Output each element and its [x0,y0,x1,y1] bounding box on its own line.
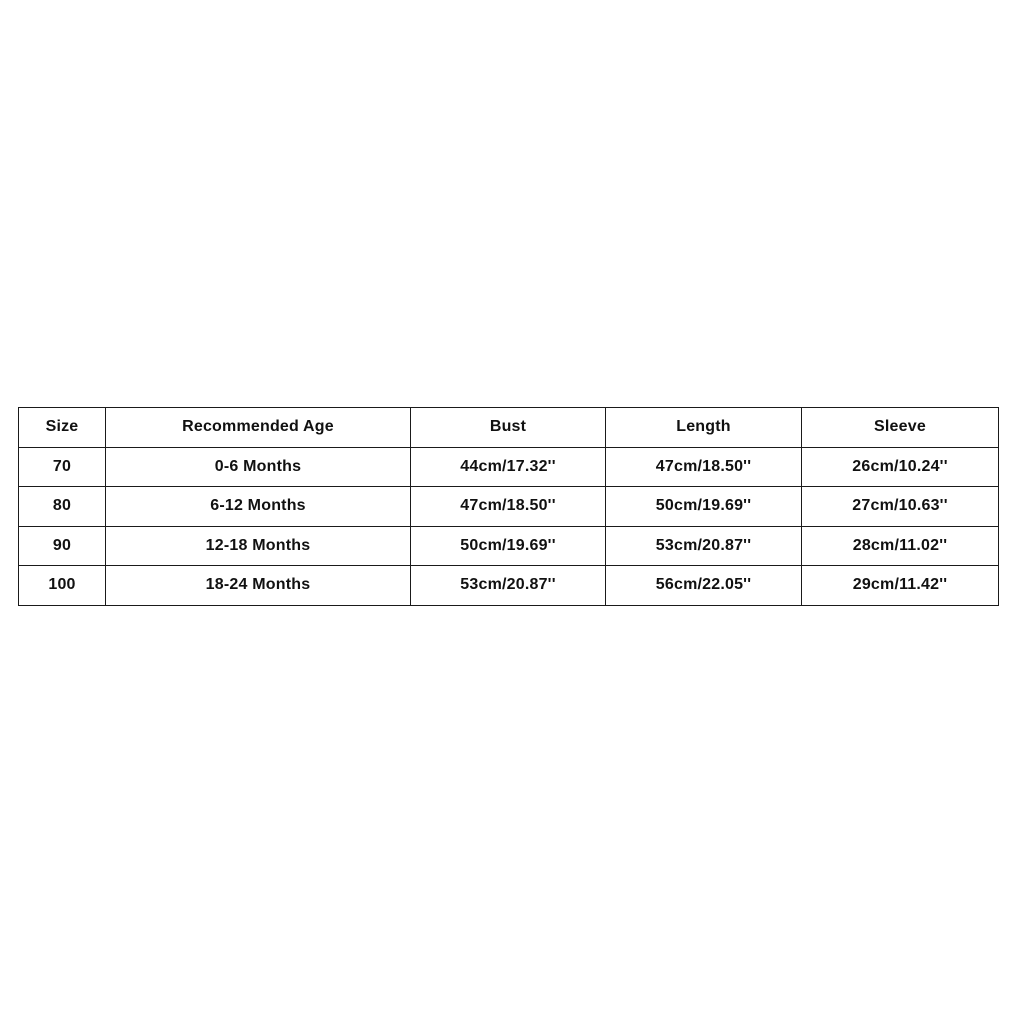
cell-length: 53cm/20.87'' [606,526,802,566]
cell-size: 100 [19,566,106,606]
cell-bust: 53cm/20.87'' [411,566,606,606]
cell-length: 50cm/19.69'' [606,487,802,527]
cell-length: 56cm/22.05'' [606,566,802,606]
header-length: Length [606,408,802,448]
cell-recommended-age: 6-12 Months [106,487,411,527]
cell-length: 47cm/18.50'' [606,447,802,487]
cell-sleeve: 29cm/11.42'' [802,566,999,606]
table-row [19,526,999,566]
cell-sleeve: 26cm/10.24'' [802,447,999,487]
cell-size: 70 [19,447,106,487]
header-bust: Bust [411,408,606,448]
cell-bust: 44cm/17.32'' [411,447,606,487]
cell-recommended-age: 18-24 Months [106,566,411,606]
table-row [19,447,999,487]
table-header-row [19,408,999,448]
cell-sleeve: 27cm/10.63'' [802,487,999,527]
table-row [19,566,999,606]
cell-recommended-age: 12-18 Months [106,526,411,566]
cell-size: 90 [19,526,106,566]
header-size: Size [19,408,106,448]
cell-sleeve: 28cm/11.02'' [802,526,999,566]
cell-bust: 47cm/18.50'' [411,487,606,527]
cell-recommended-age: 0-6 Months [106,447,411,487]
cell-bust: 50cm/19.69'' [411,526,606,566]
table-row [19,487,999,527]
header-sleeve: Sleeve [802,408,999,448]
cell-size: 80 [19,487,106,527]
header-recommended-age: Recommended Age [106,408,411,448]
size-chart-table [18,407,999,606]
